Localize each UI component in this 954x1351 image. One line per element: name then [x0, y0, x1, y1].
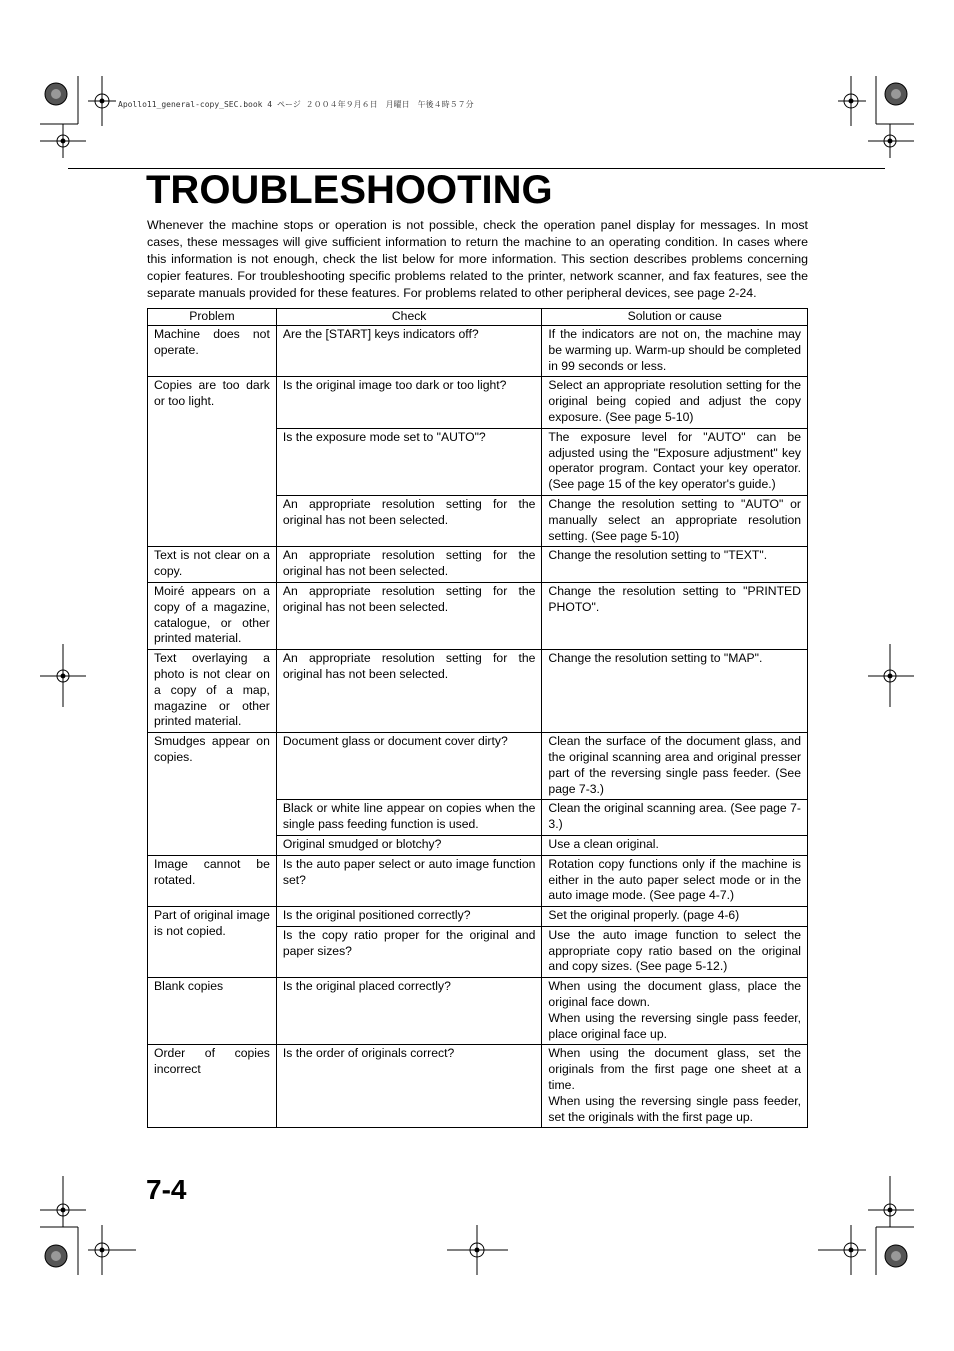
check-cell: Document glass or document cover dirty?: [276, 733, 542, 800]
check-cell: Is the copy ratio proper for the original and paper sizes?: [276, 926, 542, 977]
solution-line: When using the reversing single pass feeder, set the originals with the first page up.: [548, 1093, 801, 1124]
solution-cell: Change the resolution setting to "AUTO" or manually select an appropriate resolution setting. (See page 5-10): [542, 495, 808, 546]
solution-line: When using the document glass, place the original face down.: [548, 979, 801, 1010]
table-row: [148, 547, 808, 583]
problem-cell: Order of copies incorrect: [148, 1045, 277, 1128]
problem-cell: Text is not clear on a copy.: [148, 547, 277, 583]
problem-cell: Copies are too dark or too light.: [148, 377, 277, 547]
check-cell: Are the [START] keys indicators off?: [276, 326, 542, 377]
problem-cell: Part of original image is not copied.: [148, 907, 277, 978]
solution-line: When using the reversing single pass feeder, place original face up.: [548, 1010, 801, 1041]
column-header-check: Check: [276, 309, 542, 326]
problem-cell: Text overlaying a photo is not clear on a copy of a map, magazine or other printed material.: [148, 650, 277, 733]
solution-cell: Select an appropriate resolution setting for the original being copied and adjust the copy exposure. (See page 5-10): [542, 377, 808, 428]
problem-cell: Moiré appears on a copy of a magazine, catalogue, or other printed material.: [148, 582, 277, 649]
page-title: TROUBLESHOOTING: [146, 168, 553, 212]
solution-cell: Change the resolution setting to "MAP".: [542, 650, 808, 733]
column-header-problem: Problem: [148, 309, 277, 326]
solution-cell: Rotation copy functions only if the machine is either in the auto paper select mode or in the auto image mode. (See page 4-7.): [542, 855, 808, 906]
print-metadata: Apollo11_general-copy_SEC.book 4 ページ ２００４年９月６日 月曜日 午後４時５７分: [118, 100, 474, 109]
table-row: [148, 326, 808, 377]
column-header-solution: Solution or cause: [542, 309, 808, 326]
check-cell: An appropriate resolution setting for the original has not been selected.: [276, 495, 542, 546]
solution-cell: Set the original properly. (page 4-6): [542, 907, 808, 927]
solution-cell: Change the resolution setting to "TEXT".: [542, 547, 808, 583]
table-header-row: [148, 309, 808, 326]
solution-cell: Use the auto image function to select the appropriate copy ratio based on the original and copy sizes. (See page 5-12.): [542, 926, 808, 977]
table-row: [148, 855, 808, 906]
solution-cell: Change the resolution setting to "PRINTED PHOTO".: [542, 582, 808, 649]
table-row: [148, 1045, 808, 1128]
problem-cell: Smudges appear on copies.: [148, 733, 277, 856]
check-cell: Black or white line appear on copies when the single pass feeding function is used.: [276, 800, 542, 836]
check-cell: Is the order of originals correct?: [276, 1045, 542, 1128]
check-cell: Is the original positioned correctly?: [276, 907, 542, 927]
table-row: [148, 582, 808, 649]
intro-paragraph: Whenever the machine stops or operation is not possible, check the operation panel display for messages. In most cases, these messages will give sufficient information to return the machine to an operating condition. In cases where this information is not enough, check the list below for more information. This section describes problems concerning copier features. For troubleshooting specific problems related to the printer, network scanner, and fax features, see the separate manuals provided for these features. For problems related to other peripheral devices, see page 2-24.: [147, 218, 808, 301]
table-row: [148, 377, 808, 428]
table-row: [148, 978, 808, 1045]
solution-cell: [542, 978, 808, 1045]
solution-cell: Clean the surface of the document glass, and the original scanning area and original presser part of the reversing single pass feeder. (See page 7-3.): [542, 733, 808, 800]
check-cell: An appropriate resolution setting for the original has not been selected.: [276, 582, 542, 649]
table-row: [148, 650, 808, 733]
table-row: [148, 907, 808, 927]
check-cell: Is the original placed correctly?: [276, 978, 542, 1045]
check-cell: Is the original image too dark or too light?: [276, 377, 542, 428]
solution-cell: Use a clean original.: [542, 835, 808, 855]
solution-cell: [542, 1045, 808, 1128]
table-row: [148, 733, 808, 800]
check-cell: Is the auto paper select or auto image function set?: [276, 855, 542, 906]
problem-cell: Blank copies: [148, 978, 277, 1045]
check-cell: An appropriate resolution setting for the original has not been selected.: [276, 650, 542, 733]
solution-cell: If the indicators are not on, the machine may be warming up. Warm-up should be completed in 99 seconds or less.: [542, 326, 808, 377]
problem-cell: Image cannot be rotated.: [148, 855, 277, 906]
check-cell: Original smudged or blotchy?: [276, 835, 542, 855]
solution-cell: The exposure level for "AUTO" can be adjusted using the "Exposure adjustment" key operator program. Contact your key operator. (See page 15 of the key operator's guide.): [542, 428, 808, 495]
page-number: 7-4: [146, 1174, 187, 1205]
problem-cell: Machine does not operate.: [148, 326, 277, 377]
solution-cell: Clean the original scanning area. (See page 7-3.): [542, 800, 808, 836]
check-cell: Is the exposure mode set to "AUTO"?: [276, 428, 542, 495]
troubleshooting-table: [147, 308, 808, 1128]
check-cell: An appropriate resolution setting for the original has not been selected.: [276, 547, 542, 583]
solution-line: When using the document glass, set the originals from the first page one sheet at a time.: [548, 1046, 801, 1093]
